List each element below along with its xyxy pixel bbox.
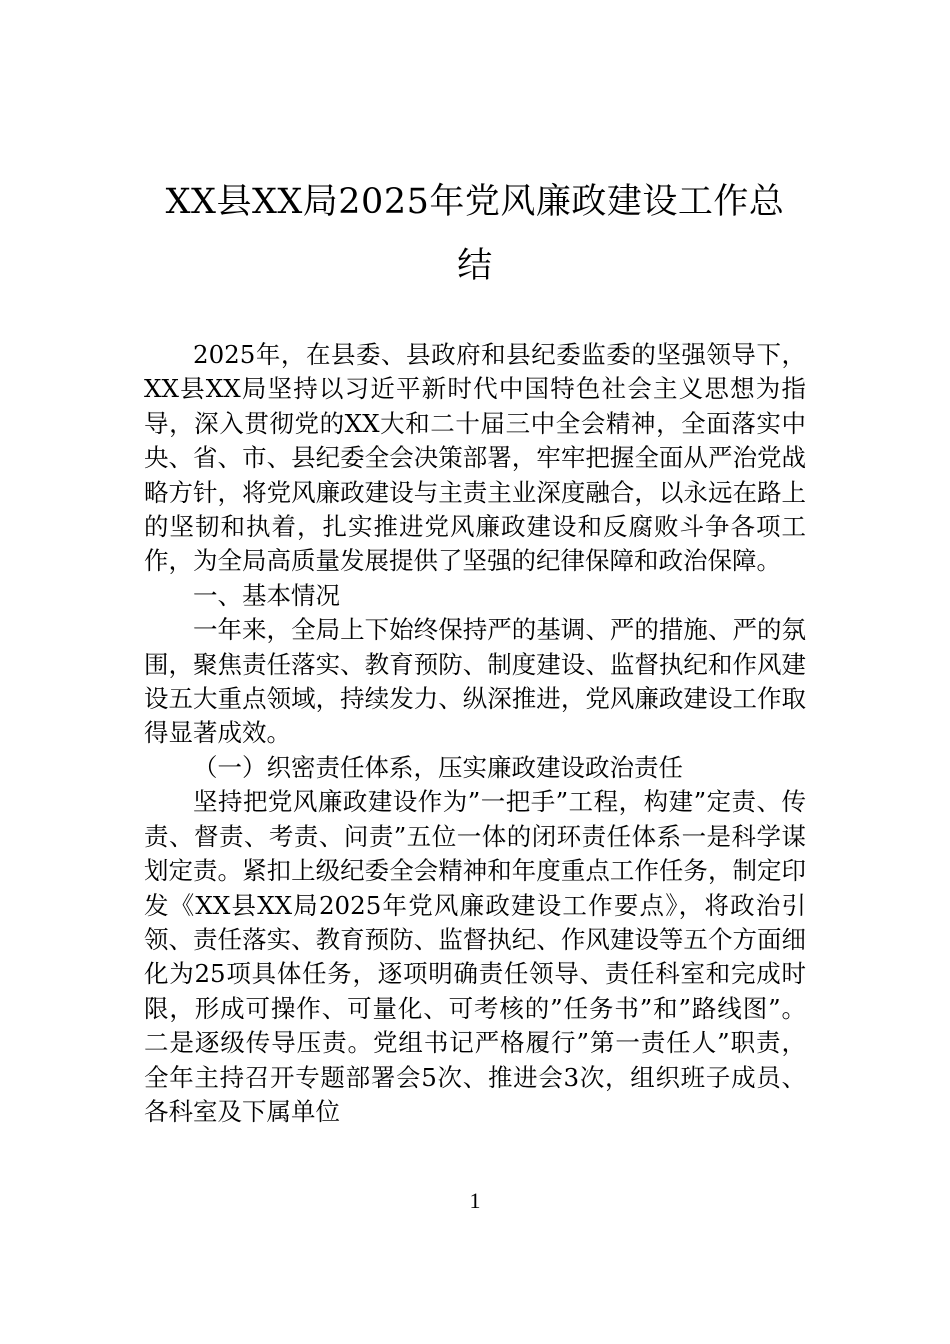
intro-paragraph: 2025年，在县委、县政府和县纪委监委的坚强领导下，XX县XX局坚持以习近平新时代中国特色社会主义思想为指导，深入贯彻党的XX大和二十届三中全会精神，全面落实中央、省、市、县纪委全会决策部署，牢牢把握全面从严治党战略方针，将党风廉政建设与主责主业深度融合，以永远在路上的坚韧和执着，扎实推进党风廉政建设和反腐败斗争各项工作，为全局高质量发展提供了坚强的纪律保障和政治保障。 — [144, 340, 806, 576]
overview-paragraph: 一年来，全局上下始终保持严的基调、严的措施、严的氛围，聚焦责任落实、教育预防、制度建设、监督执纪和作风建设五大重点领域，持续发力、纵深推进，党风廉政建设工作取得显著成效。 — [144, 615, 806, 748]
title-line-1: XX县XX局2025年党风廉政建设工作总 — [165, 182, 785, 222]
document-title — [120, 170, 830, 298]
responsibility-paragraph: 坚持把党风廉政建设作为”一把手”工程，构建”定责、传责、督责、考责、问责”五位一体的闭环责任体系一是科学谋划定责。紧扣上级纪委全会精神和年度重点工作任务，制定印发《XX县XX局2025年党风廉政建设工作要点》，将政治引领、责任落实、教育预防、监督执纪、作风建设等五个方面细化为25项具体任务，逐项明确责任领导、责任科室和完成时限，形成可操作、可量化、可考核的”任务书”和”路线图”。二是逐级传导压责。党组书记严格履行”第一责任人”职责，全年主持召开专题部署会5次、推进会3次，组织班子成员、各科室及下属单位 — [144, 787, 806, 1126]
document-body — [144, 338, 806, 1129]
subsection-heading-responsibility-system: （一）织密责任体系，压实廉政建设政治责任 — [193, 752, 683, 782]
title-line-2: 结 — [457, 246, 493, 286]
page-number: 1 — [469, 1188, 481, 1213]
section-heading-basic-situation: 一、基本情况 — [193, 580, 340, 610]
